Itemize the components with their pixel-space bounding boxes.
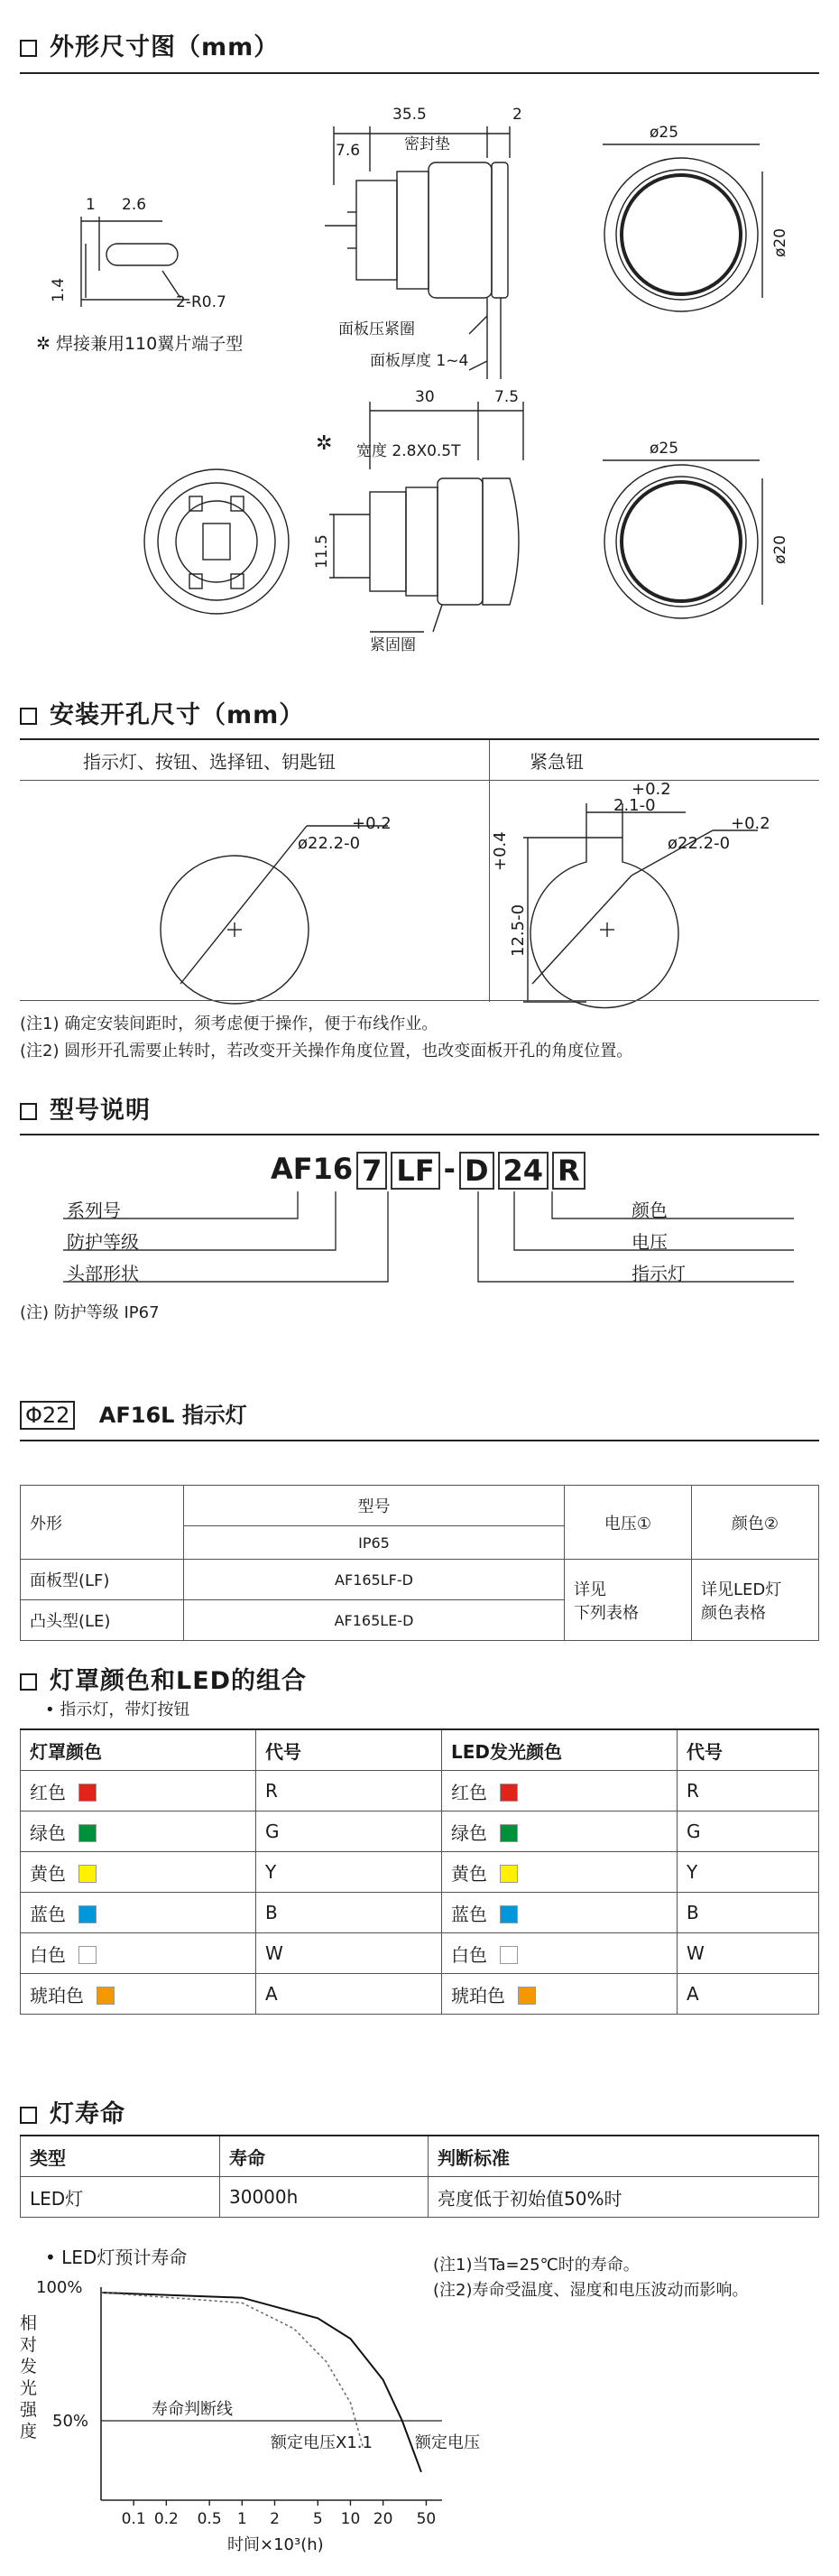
model-part-head: LF <box>391 1152 439 1190</box>
dim-label: 2-R0.7 <box>176 293 226 311</box>
dim-label: 密封垫 <box>404 135 450 153</box>
color-cell: 黄色 <box>21 1852 256 1893</box>
code-cell: G <box>678 1812 819 1852</box>
section-title-colors: 灯罩颜色和LED的组合 <box>20 1661 307 1696</box>
model-label-series: 系列号 <box>67 1200 121 1221</box>
slot-width-label: 2.1-0 <box>613 796 656 815</box>
section-title-mounting: 安装开孔尺寸（mm） <box>20 695 304 730</box>
th-type: 类型 <box>21 2136 220 2177</box>
th-life: 寿命 <box>220 2136 429 2177</box>
mount-note-1: (注1) 确定安装间距时，须考虑便于操作，便于布线作业。 <box>20 1015 438 1033</box>
color-cell: 黄色 <box>442 1852 678 1893</box>
tolerance-label: +0.2 <box>632 780 671 799</box>
row-shape: 凸头型(LE) <box>21 1600 184 1641</box>
code-cell: G <box>256 1812 442 1852</box>
x-tick-label: 50 <box>416 2510 437 2528</box>
hole-dia-label: ø22.2-0 <box>298 834 361 853</box>
dim-label: 1 <box>86 196 96 214</box>
dim-label: 7.5 <box>494 388 520 406</box>
dim-label: 宽度 2.8X0.5T <box>356 442 461 460</box>
threshold-label: 寿命判断线 <box>152 2400 233 2419</box>
dim-label: 7.6 <box>336 142 361 160</box>
th-standard: 判断标准 <box>429 2136 819 2177</box>
code-cell: W <box>678 1933 819 1974</box>
code-cell: R <box>678 1771 819 1812</box>
x-tick-label: 0.2 <box>153 2510 179 2528</box>
life-standard: 亮度低于初始值50%时 <box>429 2177 819 2218</box>
code-cell: R <box>256 1771 442 1812</box>
life-value: 30000h <box>220 2177 429 2218</box>
color-swatch <box>97 1987 115 2005</box>
dim-label: 35.5 <box>392 106 427 124</box>
dim-label: 2 <box>512 106 522 124</box>
model-part-color: R <box>552 1152 585 1190</box>
color-swatch <box>500 1865 518 1883</box>
terminal-note: ✲ 焊接兼用110翼片端子型 <box>36 334 244 354</box>
color-swatch <box>78 1946 97 1964</box>
x-tick-label: 0.5 <box>197 2510 222 2528</box>
square-icon <box>20 1673 37 1691</box>
th-shape: 外形 <box>21 1486 184 1560</box>
section-title-life: 灯寿命 <box>20 2094 125 2129</box>
color-cell: 白色 <box>442 1933 678 1974</box>
model-label-protection: 防护等级 <box>67 1231 139 1253</box>
dim-label: ø25 <box>650 440 679 458</box>
code-cell: B <box>256 1893 442 1933</box>
color-note: 详见LED灯 颜色表格 <box>692 1560 819 1641</box>
life-note-2: (注2)寿命受温度、湿度和电压波动而影响。 <box>433 2281 749 2300</box>
th-cover-color: 灯罩颜色 <box>21 1729 256 1771</box>
square-icon <box>20 2107 37 2124</box>
color-swatch <box>78 1784 97 1802</box>
model-label-color: 颜色 <box>632 1200 668 1221</box>
x-tick-label: 2 <box>270 2510 280 2528</box>
dim-label: 面板厚度 1~4 <box>370 352 469 370</box>
product-table <box>20 1485 819 1641</box>
color-swatch <box>500 1905 518 1923</box>
row-model: AF165LE-D <box>184 1600 565 1641</box>
color-cell: 蓝色 <box>21 1893 256 1933</box>
dim-label: ø25 <box>650 124 679 142</box>
section-title-dimensions: 外形尺寸图（mm） <box>20 27 279 62</box>
x-tick-label: 0.1 <box>121 2510 146 2528</box>
row-model: AF165LF-D <box>184 1560 565 1600</box>
color-swatch <box>500 1824 518 1842</box>
mount-col1-label: 指示灯、按钮、选择钮、钥匙钮 <box>83 751 336 773</box>
dim-label: ø20 <box>771 534 789 564</box>
code-cell: B <box>678 1893 819 1933</box>
series-rated-voltage-line <box>101 2293 421 2472</box>
x-tick-label: 1 <box>236 2510 247 2528</box>
th-model: 型号 <box>184 1486 565 1526</box>
tolerance-label: +0.4 <box>491 831 510 871</box>
series-label-rated: 额定电压 <box>415 2433 480 2452</box>
color-cell: 红色 <box>21 1771 256 1812</box>
color-cell: 绿色 <box>442 1812 678 1852</box>
th-code-2: 代号 <box>678 1729 819 1771</box>
life-table <box>20 2135 819 2218</box>
model-part-voltage: 24 <box>498 1152 549 1190</box>
mounting-drawing <box>0 776 839 1011</box>
product-title: Φ22 AF16L 指示灯 <box>20 1397 247 1429</box>
color-cell: 红色 <box>442 1771 678 1812</box>
color-cell: 琥珀色 <box>21 1974 256 2015</box>
x-tick-label: 5 <box>312 2510 323 2528</box>
model-part-protection: 7 <box>356 1152 387 1190</box>
color-swatch <box>78 1865 97 1883</box>
dim-label: 面板压紧圈 <box>338 320 415 338</box>
x-tick-label: 20 <box>373 2510 393 2528</box>
th-color: 颜色② <box>692 1486 819 1560</box>
mount-header <box>20 740 819 781</box>
life-type: LED灯 <box>21 2177 220 2218</box>
code-cell: Y <box>256 1852 442 1893</box>
section-title-model: 型号说明 <box>20 1090 151 1126</box>
color-cell: 绿色 <box>21 1812 256 1852</box>
model-part-series: AF16 <box>271 1152 354 1186</box>
section-rule <box>20 1440 819 1441</box>
ytick-50: 50% <box>52 2412 89 2431</box>
product-prefix: Φ22 <box>20 1401 75 1430</box>
color-swatch <box>518 1987 536 2005</box>
code-cell: W <box>256 1933 442 1974</box>
color-swatch <box>500 1784 518 1802</box>
life-chart <box>0 2275 839 2572</box>
color-cell: 白色 <box>21 1933 256 1974</box>
mount-col2-label: 紧急钮 <box>530 751 584 773</box>
dim-label: 11.5 <box>313 534 331 569</box>
dim-label: ø20 <box>771 227 789 257</box>
color-swatch <box>500 1946 518 1964</box>
series-label-110: 额定电压X1.1 <box>271 2433 373 2452</box>
tolerance-label: +0.2 <box>731 814 770 833</box>
dim-label: 1.4 <box>50 277 68 302</box>
code-cell: Y <box>678 1852 819 1893</box>
square-icon <box>20 708 37 725</box>
series-110-voltage-line <box>101 2293 363 2446</box>
model-part-type: D <box>459 1152 494 1190</box>
model-note: (注) 防护等级 IP67 <box>20 1303 160 1322</box>
model-label-voltage: 电压 <box>632 1231 668 1253</box>
color-swatch <box>78 1824 97 1842</box>
dim-label: 30 <box>415 388 435 406</box>
square-icon <box>20 1103 37 1120</box>
th-ip: IP65 <box>184 1526 565 1560</box>
color-swatch <box>78 1905 97 1923</box>
dimension-drawing <box>0 0 839 686</box>
x-tick-label: 10 <box>340 2510 361 2528</box>
y-axis-label: 相对发光强度 <box>20 2313 38 2442</box>
th-code: 代号 <box>256 1729 442 1771</box>
life-chart-subtitle: • LED灯预计寿命 <box>45 2247 188 2268</box>
mount-bottom-rule <box>20 1000 819 1001</box>
mount-note-2: (注2) 圆形开孔需要止转时，若改变开关操作角度位置，也改变面板开孔的角度位置。 <box>20 1042 633 1061</box>
tolerance-label: +0.2 <box>352 814 392 833</box>
section-rule <box>20 1134 819 1135</box>
color-cell: 琥珀色 <box>442 1974 678 2015</box>
model-label-head: 头部形状 <box>67 1263 139 1284</box>
code-cell: A <box>678 1974 819 2015</box>
x-axis-label: 时间×10³(h) <box>227 2535 324 2554</box>
color-cell: 蓝色 <box>442 1893 678 1933</box>
code-cell: A <box>256 1974 442 2015</box>
ytick-100: 100% <box>36 2278 83 2297</box>
row-shape: 面板型(LF) <box>21 1560 184 1600</box>
model-label-indicator: 指示灯 <box>632 1263 686 1284</box>
th-voltage: 电压① <box>565 1486 692 1560</box>
life-note-1: (注1)当Ta=25℃时的寿命。 <box>433 2256 640 2275</box>
color-subtitle: • 指示灯，带灯按钮 <box>45 1700 190 1719</box>
th-led-color: LED发光颜色 <box>442 1729 678 1771</box>
hole-dia-label: ø22.2-0 <box>668 834 731 853</box>
color-table <box>20 1728 819 2015</box>
asterisk-icon: ✲ <box>316 432 333 455</box>
voltage-note: 详见 下列表格 <box>565 1560 692 1641</box>
dim-label: 紧固圈 <box>370 636 416 654</box>
dim-label: 2.6 <box>122 196 147 214</box>
model-part-dash: - <box>443 1152 456 1186</box>
slot-height-label: 12.5-0 <box>509 903 528 957</box>
